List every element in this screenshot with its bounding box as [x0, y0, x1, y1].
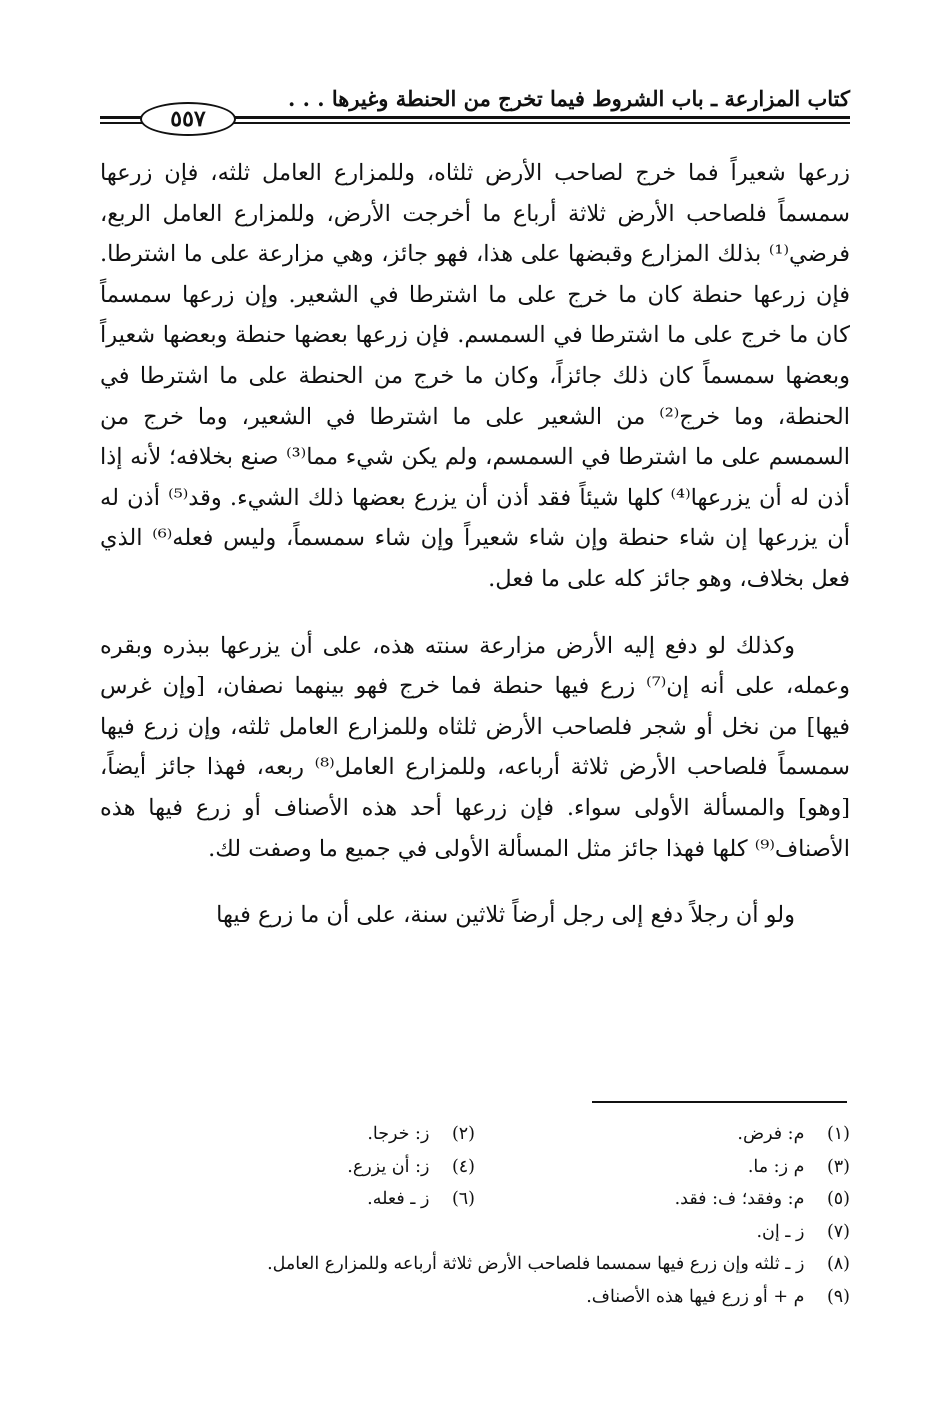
footnote-1 [475, 1118, 850, 1151]
footnote-number: (٢) [451, 1124, 475, 1144]
footnote-row [100, 1183, 850, 1216]
footnote-text: م: وفقد؛ ف: فقد. [674, 1189, 805, 1209]
footnote-text: ز: خرجا. [367, 1124, 430, 1144]
paragraph-2: وكذلك لو دفع إليه الأرض مزارعة سنته هذه، على أن يزرعها ببذره وبقره وعمله، على أنه إن⁽⁷⁾ زرع فيها حنطة فما خرج فهو بينهما نصفان، [وإن غرس فيها] من نخل أو شجر فلصاحب الأرض ثلثاه وللمزارع العامل ثلثه، وإن زرع فيها سمسماً فلصاحب الأرض ثلاثة أرباعه، وللمزارع العامل⁽⁸⁾ ربعه، فهذا جائز أيضاً، [وهو] والمسألة الأولى سواء. فإن زرعها أحد هذه الأصناف أو زرع فيها هذه الأصناف⁽⁹⁾ كلها فهذا جائز مثل المسألة الأولى في جميع ما وصفت لك. [100, 632, 851, 862]
footnote-text: م ز: ما. [747, 1156, 805, 1177]
header-title: كتاب المزارعة ـ باب الشروط فيما تخرج من الحنطة وغيرها . . . [288, 86, 850, 111]
page-number: ٥٥٧ [170, 106, 206, 132]
footnote-3 [475, 1151, 850, 1184]
main-text [100, 153, 850, 936]
footnote-number: (٧) [826, 1221, 850, 1242]
footnote-separator [592, 1101, 847, 1103]
footnote-9 [100, 1281, 850, 1314]
footnote-text: م: فرض. [737, 1124, 805, 1144]
footnote-2 [100, 1118, 475, 1151]
footnote-number: (٣) [826, 1156, 850, 1177]
footnote-6 [100, 1183, 475, 1216]
footnote-7 [100, 1216, 850, 1249]
footnote-number: (١) [826, 1124, 850, 1144]
footnote-row [100, 1118, 850, 1151]
running-header [100, 84, 850, 132]
page-number-badge [140, 102, 236, 136]
footnote-5 [475, 1183, 850, 1216]
footnote-text: م + أو زرع فيها هذه الأصناف. [586, 1286, 805, 1307]
footnote-number: (٥) [826, 1189, 850, 1209]
footnote-row [100, 1151, 850, 1184]
footnote-text: ز ـ ثلثه وإن زرع فيها سمسما فلصاحب الأرض ثلاثة أرباعه وللمزارع العامل. [267, 1254, 805, 1274]
paragraph-spacer [100, 600, 850, 626]
paragraph-spacer [100, 869, 850, 895]
paragraph-1: زرعها شعيراً فما خرج لصاحب الأرض ثلثاه، وللمزارع العامل ثلثه، فإن زرعها سمسماً فلصاحب الأرض ثلاثة أرباع ما أخرجت الأرض، وللمزارع العامل الربع، فرضي⁽¹⁾ بذلك المزارع وقبضها على هذا، فهو جائز، وهي مزارعة على ما اشترطا. فإن زرعها حنطة كان ما خرج على ما اشترطا في الشعير. وإن زرعها سمسماً كان ما خرج على ما اشترطا في السمسم. فإن زرعها بعضها حنطة وبعضها شعيراً وبعضها سمسماً كان ذلك جائزاً، وكان ما خرج من الحنطة على ما اشترطا في الحنطة، وما خرج⁽²⁾ من الشعير على ما اشترطا في الشعير، وما خرج من السمسم على ما اشترطا في السمسم، ولم يكن شيء مما⁽³⁾ صنع بخلافه؛ لأنه إذا أذن له أن يزرعها⁽⁴⁾ كلها شيئاً فقد أذن أن يزرع بعضها ذلك الشيء. وقد⁽⁵⁾ أذن له أن يزرعها إن شاء حنطة وإن شاء شعيراً وإن شاء سمسماً، وليس فعله⁽⁶⁾ الذي فعل بخلاف، وهو جائز كله على ما فعل. [100, 160, 850, 592]
footnote-number: (٩) [826, 1286, 850, 1307]
footnote-text: ز ـ فعله. [367, 1189, 430, 1209]
footnote-8 [100, 1248, 850, 1281]
footnote-text: ز ـ إن. [756, 1221, 805, 1242]
footnote-number: (٤) [451, 1156, 475, 1177]
footnote-number: (٨) [826, 1254, 850, 1274]
footnotes [100, 1118, 850, 1313]
paragraph-3: ولو أن رجلاً دفع إلى رجل أرضاً ثلاثين سنة، على أن ما زرع فيها [216, 902, 795, 929]
footnote-4 [100, 1151, 475, 1184]
footnote-text: ز: أن يزرع. [347, 1156, 430, 1177]
footnote-number: (٦) [451, 1189, 475, 1209]
